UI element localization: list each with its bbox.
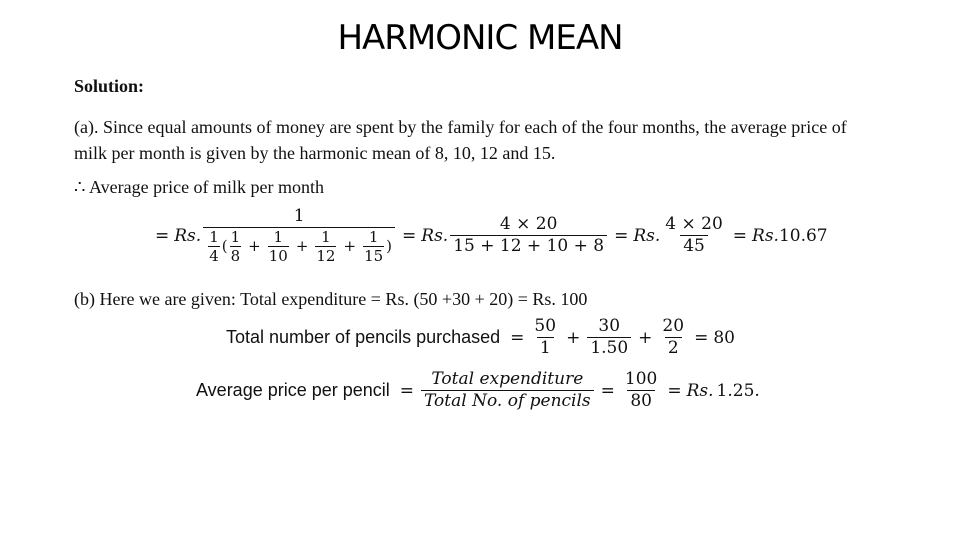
plus-sign: + (343, 237, 357, 255)
solution-heading: Solution: (74, 76, 145, 96)
term-den: 10 (268, 247, 288, 265)
term-num: 20 (662, 316, 685, 336)
equals-sign: = (402, 225, 417, 246)
term-den: 1.50 (587, 337, 631, 358)
quarter-den: 4 (209, 247, 219, 265)
pencil-term (659, 317, 687, 358)
therefore-text: ∴ Average price of milk per month (74, 177, 325, 197)
term-num: 1 (368, 228, 379, 246)
term-den: 15 (364, 247, 384, 265)
equals-sign: = (399, 380, 415, 401)
part-b-text: (b) Here we are given: Total expenditure = Rs. (50 +30 + 20) = Rs. 100 (74, 289, 588, 309)
term-num: 30 (598, 316, 621, 336)
harmonic-numerator: 1 (293, 206, 305, 226)
pencil-term (587, 317, 631, 358)
equation-average-pencil-price (196, 370, 760, 411)
reciprocal-term (268, 229, 289, 264)
open-paren: ( (221, 237, 228, 255)
sum-numerator: 4 × 20 (499, 214, 558, 234)
formula-numerator: Total expenditure (431, 369, 584, 389)
term-den: 12 (316, 247, 336, 265)
quarter-fraction (208, 229, 220, 264)
reciprocal-term (315, 229, 336, 264)
formula-fraction (421, 370, 594, 411)
total-pencils-result: 80 (713, 327, 735, 348)
plus-sign: + (248, 237, 261, 255)
harmonic-denominator (203, 227, 395, 264)
pencil-term (531, 317, 559, 358)
term-num: 1 (230, 228, 241, 246)
slide-title: HARMONIC MEAN (337, 18, 623, 58)
equals-sign: = (155, 225, 170, 246)
rs-symbol: Rs. (421, 225, 449, 246)
rs-symbol: Rs. (633, 225, 661, 246)
equals-sign: = (600, 380, 615, 401)
part-a-text: (a). Since equal amounts of money are spent by the family for each of the four months, the average price of milk per month is given by the harmonic mean of 8, 10, 12 and 15. (74, 117, 847, 163)
reciprocal-term (363, 229, 384, 264)
value-numerator: 100 (624, 369, 658, 389)
milk-price-result: 10.67 (778, 225, 828, 246)
plus-sign: + (295, 237, 309, 255)
term-num: 50 (534, 316, 557, 336)
term-num: 1 (321, 228, 331, 246)
rs-symbol: Rs. (752, 225, 779, 246)
average-price-label: Average price per pencil (196, 380, 390, 400)
rs-symbol: Rs. (174, 225, 202, 246)
harmonic-fraction (203, 207, 395, 264)
reciprocal-term (230, 229, 242, 264)
simplified-numerator: 4 × 20 (665, 214, 723, 234)
total-pencils-label: Total number of pencils purchased (226, 327, 501, 347)
sum-denominator: 15 + 12 + 10 + 8 (450, 235, 607, 256)
term-num: 1 (273, 228, 284, 246)
quarter-num: 1 (209, 228, 219, 246)
equation-total-pencils (226, 317, 735, 358)
sum-fraction (450, 215, 607, 256)
rs-symbol: Rs. (686, 380, 714, 401)
term-den: 8 (230, 247, 241, 265)
simplified-fraction (662, 215, 726, 256)
equals-sign: = (667, 380, 682, 401)
pencil-price-result: 1.25. (716, 380, 760, 401)
equals-sign: = (614, 225, 629, 246)
value-fraction (622, 370, 660, 411)
equals-sign: = (510, 327, 525, 348)
equals-sign: = (694, 327, 709, 348)
term-den: 1 (537, 337, 554, 358)
term-den: 2 (665, 337, 682, 358)
close-paren: ) (386, 237, 393, 255)
equals-sign: = (732, 225, 748, 246)
value-denominator: 80 (627, 390, 655, 411)
equation-average-milk-price (150, 207, 828, 264)
plus-sign: + (566, 327, 581, 348)
plus-sign: + (638, 327, 653, 348)
simplified-denominator: 45 (680, 235, 708, 256)
formula-denominator: Total No. of pencils (421, 390, 594, 411)
